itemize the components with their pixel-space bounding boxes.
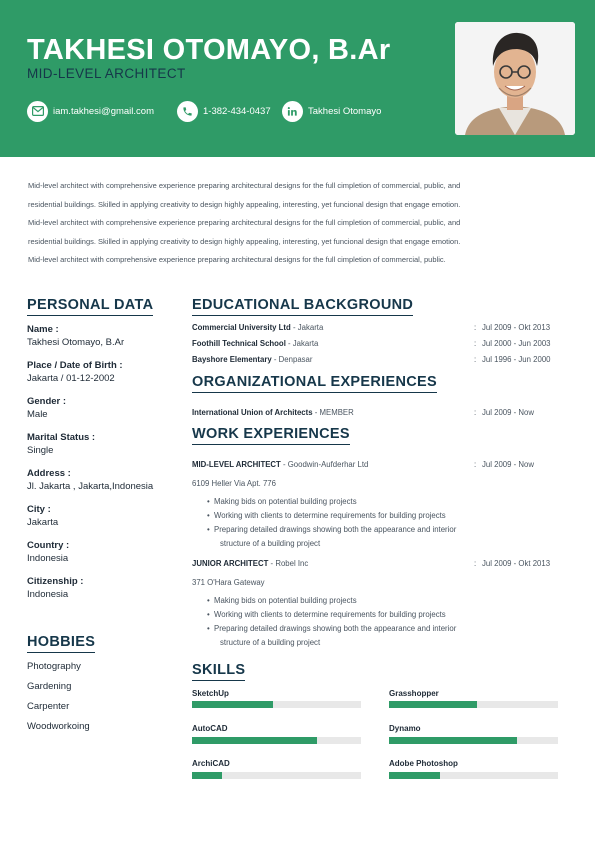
personal-label: Citizenship : — [27, 576, 84, 587]
personal-label: City : — [27, 504, 51, 515]
job-duty-continued: structure of a building project — [220, 638, 321, 647]
education-row: Commercial University Ltd - Jakarta : Jul 2009 - Okt 2013 — [192, 323, 551, 332]
hobby-item: Gardening — [27, 681, 72, 692]
education-date: Jul 1996 - Jun 2000 — [482, 355, 551, 364]
skill-bar — [389, 737, 558, 744]
skill-bar — [192, 737, 361, 744]
personal-label: Country : — [27, 540, 70, 551]
skill-name: Dynamo — [389, 724, 421, 733]
summary-line: Mid-level architect with comprehensive experience preparing architectural designs for the full cimpletion of commercial, public. — [28, 255, 446, 264]
skill-name: Grasshopper — [389, 689, 439, 698]
education-date: Jul 2000 - Jun 2003 — [482, 339, 551, 348]
skill-name: Adobe Photoshop — [389, 759, 458, 768]
hobby-item: Woodworkoing — [27, 721, 90, 732]
personal-label: Marital Status : — [27, 432, 96, 443]
school-place: - Jakarta — [290, 323, 324, 332]
job-duty: • Preparing detailed drawings showing both the appearance and interior — [214, 525, 456, 534]
contact-linkedin[interactable] — [282, 100, 381, 122]
org-date: Jul 2009 - Now — [482, 408, 535, 417]
summary-line: residential buildings. Skilled in applying creativity to design highly appealing, interesting, yet funcional design that engage emotion. — [28, 236, 461, 246]
work-row: JUNIOR ARCHITECT - Robel Inc : Jul 2009 - Okt 2013 — [192, 559, 551, 568]
skill-bar — [192, 772, 361, 779]
job-date: Jul 2009 - Now — [482, 460, 535, 469]
skill-bar — [192, 701, 361, 708]
phone-text: 1-382-434-0437 — [203, 105, 271, 117]
summary-line: residential buildings. Skilled in applying creativity to design highly appealing, interesting, yet funcional design that engage emotion. — [28, 199, 461, 209]
contact-phone[interactable] — [177, 100, 271, 122]
education-row: Bayshore Elementary - Denpasar : Jul 1996 - Jun 2000 — [192, 355, 551, 364]
work-heading: WORK EXPERIENCES — [192, 426, 350, 445]
job-position: JUNIOR ARCHITECT — [192, 559, 269, 568]
personal-value: Takhesi Otomayo, B.Ar — [27, 337, 125, 348]
skill-level — [192, 701, 273, 708]
job-date: Jul 2009 - Okt 2013 — [482, 559, 551, 568]
hobby-item: Photography — [27, 661, 81, 672]
personal-value: Indonesia — [27, 553, 69, 564]
work-row: MID-LEVEL ARCHITECT - Goodwin-Aufderhar Ltd : Jul 2009 - Now — [192, 460, 535, 469]
education-row: Foothill Technical School - Jakarta : Jul 2000 - Jun 2003 — [192, 339, 551, 348]
skill-bar — [389, 772, 558, 779]
school-place: - Jakarta — [285, 339, 319, 348]
linkedin-icon — [282, 101, 303, 122]
contact-email[interactable] — [27, 100, 154, 122]
org-name: International Union of Architects — [192, 408, 313, 417]
candidate-role: MID-LEVEL ARCHITECT — [27, 66, 186, 81]
personal-value: Indonesia — [27, 589, 69, 600]
skill-level — [389, 772, 440, 779]
personal-value: Single — [27, 445, 54, 456]
education-heading: EDUCATIONAL BACKGROUND — [192, 297, 413, 316]
summary-line: Mid-level architect with comprehensive experience preparing architectural designs for the full cimpletion of commercial, public, and — [28, 218, 461, 227]
personal-data-heading: PERSONAL DATA — [27, 297, 153, 316]
job-company: - Robel Inc — [268, 559, 309, 568]
school-place: - Denpasar — [271, 355, 313, 364]
skill-name: AutoCAD — [192, 724, 228, 733]
skill-level — [192, 772, 222, 779]
phone-icon — [177, 101, 198, 122]
organization-heading: ORGANIZATIONAL EXPERIENCES — [192, 374, 437, 393]
personal-value: Male — [27, 409, 48, 420]
org-role: - MEMBER — [312, 408, 354, 417]
job-duty: • Making bids on potential building projects — [214, 497, 357, 506]
school-name: Commercial University Ltd — [192, 323, 291, 332]
job-duty: • Working with clients to determine requirements for building projects — [214, 511, 446, 520]
skill-name: ArchiCAD — [192, 759, 230, 768]
hobby-item: Carpenter — [27, 701, 70, 712]
profile-photo — [455, 22, 575, 135]
hobbies-heading: HOBBIES — [27, 634, 95, 653]
organization-row: International Union of Architects - MEMBER : Jul 2009 - Now — [192, 408, 535, 417]
job-duty: • Preparing detailed drawings showing both the appearance and interior — [214, 624, 456, 633]
school-name: Bayshore Elementary — [192, 355, 272, 364]
job-duty: • Working with clients to determine requirements for building projects — [214, 610, 446, 619]
personal-value: Jl. Jakarta , Jakarta,Indonesia — [27, 481, 154, 492]
personal-label: Address : — [27, 468, 71, 479]
job-company: - Goodwin-Aufderhar Ltd — [280, 460, 369, 469]
profile-summary — [28, 177, 568, 270]
personal-label: Place / Date of Birth : — [27, 360, 123, 371]
personal-value: Jakarta / 01-12-2002 — [27, 373, 115, 384]
email-text: iam.takhesi@gmail.com — [53, 105, 154, 117]
job-address: 371 O'Hara Gateway — [192, 578, 265, 587]
candidate-name: TAKHESI OTOMAYO, B.Ar — [27, 34, 391, 66]
job-address: 6109 Heller Via Apt. 776 — [192, 479, 276, 488]
personal-label: Name : — [27, 324, 59, 335]
job-duty-continued: structure of a building project — [220, 539, 321, 548]
header-banner — [0, 0, 595, 157]
skill-name: SketchUp — [192, 689, 229, 698]
skill-level — [192, 737, 317, 744]
education-date: Jul 2009 - Okt 2013 — [482, 323, 551, 332]
summary-line: Mid-level architect with comprehensive experience preparing architectural designs for the full cimpletion of commercial, public, and — [28, 181, 461, 190]
linkedin-text: Takhesi Otomayo — [308, 105, 382, 117]
job-duty: • Making bids on potential building projects — [214, 596, 357, 605]
skill-level — [389, 737, 517, 744]
personal-label: Gender : — [27, 396, 67, 407]
skill-level — [389, 701, 477, 708]
skill-bar — [389, 701, 558, 708]
job-position: MID-LEVEL ARCHITECT — [192, 460, 281, 469]
mail-icon — [27, 101, 48, 122]
personal-value: Jakarta — [27, 517, 59, 528]
skills-heading: SKILLS — [192, 662, 245, 681]
school-name: Foothill Technical School — [192, 339, 286, 348]
